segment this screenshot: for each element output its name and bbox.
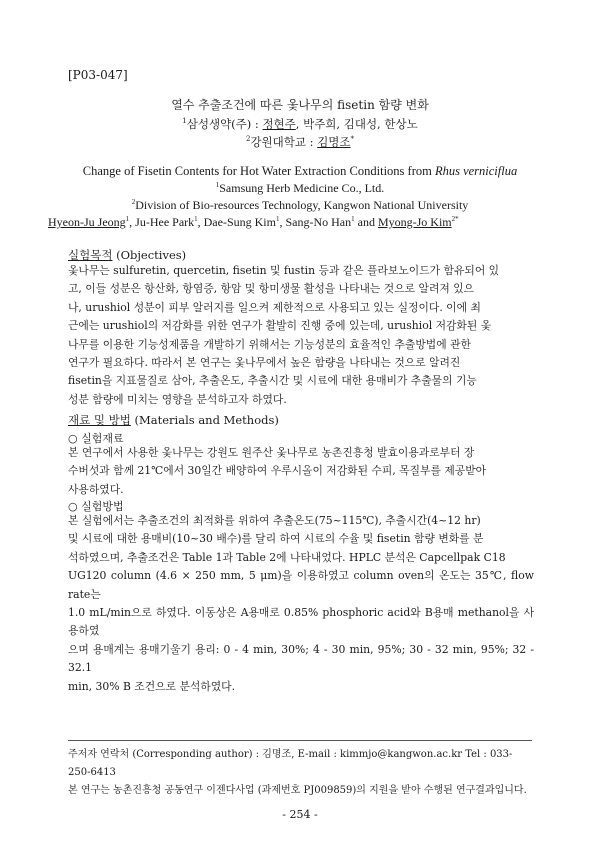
- author-separator: and: [354, 215, 378, 229]
- author-name: Dae-Sung Kim: [203, 215, 276, 229]
- english-affiliation-2: [60, 198, 540, 213]
- text-line: 연구가 필요하다. 따라서 본 연구는 옻나무에서 높은 함량을 나타내는 것으로 알려진: [68, 356, 461, 370]
- author-name: Sang-No Han: [285, 215, 352, 229]
- affil-marker: 2: [131, 198, 136, 206]
- text-line: 본 실험에서는 추출조건의 최적화를 위하여 추출온도(75~115℃), 추출시간(4~12 hr): [68, 514, 481, 527]
- materials-paragraph: [68, 444, 534, 499]
- text-line: 옻나무는 sulfuretin, quercetin, fisetin 및 fustin 등과 같은 플라보노이드가 함유되어 있: [68, 264, 500, 277]
- affil-marker: 1: [215, 181, 220, 189]
- page-number: - 254 -: [282, 808, 318, 821]
- author-affil-marker: 1: [275, 215, 280, 223]
- korean-title: 열수 추출조건에 따른 옻나무의 fisetin 함량 변화: [171, 98, 429, 112]
- korean-affil-org: 강원대학교 :: [250, 135, 318, 149]
- author-affil-marker: 1: [351, 215, 355, 223]
- korean-affiliation-2: [60, 134, 540, 150]
- english-affiliation-1: [60, 181, 540, 196]
- footer-divider: [68, 740, 532, 741]
- objectives-paragraph: [68, 262, 534, 409]
- author-separator: ,: [197, 215, 204, 229]
- korean-affil-org: 삼성생약(주) :: [186, 117, 263, 131]
- text-line: 수버섯과 함께 21℃에서 30일간 배양하여 우루시올이 저감화된 수피, 목질부를 제공받아: [68, 464, 487, 478]
- author-name: Hyeon-Ju Jeong: [48, 215, 126, 229]
- english-title: [60, 164, 540, 179]
- author-name: Ju-Hee Park: [135, 215, 195, 229]
- methods-heading: [68, 412, 279, 428]
- text-line: 사용하였다.: [68, 482, 124, 496]
- korean-affiliation-1: [60, 116, 540, 132]
- author-separator: ,: [279, 215, 286, 229]
- korean-corresponding-author: 김명조: [317, 135, 351, 149]
- text-line: min, 30% B 조건으로 분석하였다.: [68, 679, 236, 693]
- corresponding-marker: *: [350, 135, 355, 144]
- english-affil-text: Samsung Herb Medicine Co., Ltd.: [219, 181, 385, 195]
- text-line: 석하였으며, 추출조건은 Table 1과 Table 2에 나타내었다. HPLC 분석은 Capcellpak C18: [68, 550, 506, 564]
- author-name: Myong-Jo Kim: [377, 215, 452, 229]
- objectives-heading-en: (Objectives): [112, 248, 187, 262]
- text-line: fisetin을 지표물질로 삼아, 추출온도, 추출시간 및 시료에 대한 용매비가 추출물의 기능: [68, 374, 477, 388]
- text-line: 본 연구에서 사용한 옻나무는 강원도 원주산 옻나무로 농촌진흥청 발효이용과로부터 장: [68, 446, 475, 459]
- text-line: 나무를 이용한 기능성제품을 개발하기 위해서는 기능성분의 효율적인 추출방법에 관한: [68, 337, 471, 351]
- footer-notes: [68, 746, 534, 800]
- methods-subheading: ○ 실험방법: [68, 500, 124, 513]
- author-affil-marker: 1: [194, 215, 198, 223]
- english-title-main: Change of Fisetin Contents for Hot Water Extraction Conditions from: [82, 164, 435, 178]
- text-line: 근에는 urushiol의 저감화를 위한 연구가 활발히 진행 중에 있는데, urushiol 저감화된 옻: [68, 319, 492, 333]
- english-affil-text: Division of Bio-resources Technology, Kangwon National University: [135, 198, 469, 212]
- methods-heading-ko: 재료 및 방법: [68, 413, 131, 427]
- funding-note: 본 연구는 농촌진흥청 공동연구 이젠다사업 (과제번호 PJ009859)의 지원을 받아 수행된 연구결과입니다.: [68, 785, 527, 796]
- methods-paragraph: [68, 512, 534, 696]
- text-line: UG120 column (4.6 × 250 mm, 5 μm)을 이용하였고 column oven의 온도는 35℃, flow rate는: [68, 569, 534, 601]
- methods-heading-en: (Materials and Methods): [130, 413, 279, 427]
- korean-coauthors: , 박주희, 김대성, 한상노: [295, 117, 418, 131]
- english-title-species: Rhus verniciflua: [434, 164, 518, 178]
- author-affil-marker: 1: [125, 215, 130, 223]
- text-line: 고, 이들 성분은 항산화, 항염증, 항암 및 항미생물 활성을 나타내는 것으로 알려져 있으: [68, 282, 475, 296]
- objectives-heading-ko: 실험목적: [68, 248, 113, 262]
- text-line: 나, urushiol 성분이 피부 알러지를 일으켜 제한적으로 사용되고 있는 실정이다. 이에 최: [68, 300, 481, 314]
- english-author-list: [48, 215, 568, 230]
- objectives-heading: [68, 247, 186, 263]
- text-line: 1.0 mL/min으로 하였다. 이동상은 A용매로 0.85% phosphoric acid와 B용매 methanol을 사용하였: [68, 606, 534, 638]
- text-line: 성분 함량에 미치는 영향을 분석하고자 하였다.: [68, 392, 287, 406]
- author-affil-marker: 2*: [451, 215, 459, 223]
- text-line: 및 시료에 대한 용매비(10~30 배수)를 달리 하여 시료의 수율 및 fisetin 함량 변화를 분: [68, 532, 484, 546]
- affil-marker: 2: [245, 135, 251, 144]
- corresponding-author-note: 주저자 연락처 (Corresponding author) : 김명조, E-mail : kimmjo@kangwon.ac.kr Tel : 033-250-6413: [68, 749, 513, 778]
- text-line: 으며 용매계는 용매기울기 용리: 0 - 4 min, 30%; 4 - 30 min, 95%; 30 - 32 min, 95%; 32 - 32.1: [68, 642, 534, 675]
- affil-marker: 1: [182, 117, 187, 126]
- abstract-code: [P03-047]: [68, 68, 128, 82]
- korean-lead-author: 정현주: [262, 117, 296, 131]
- author-separator: ,: [129, 215, 136, 229]
- materials-subheading: ○ 실험재료: [68, 432, 124, 445]
